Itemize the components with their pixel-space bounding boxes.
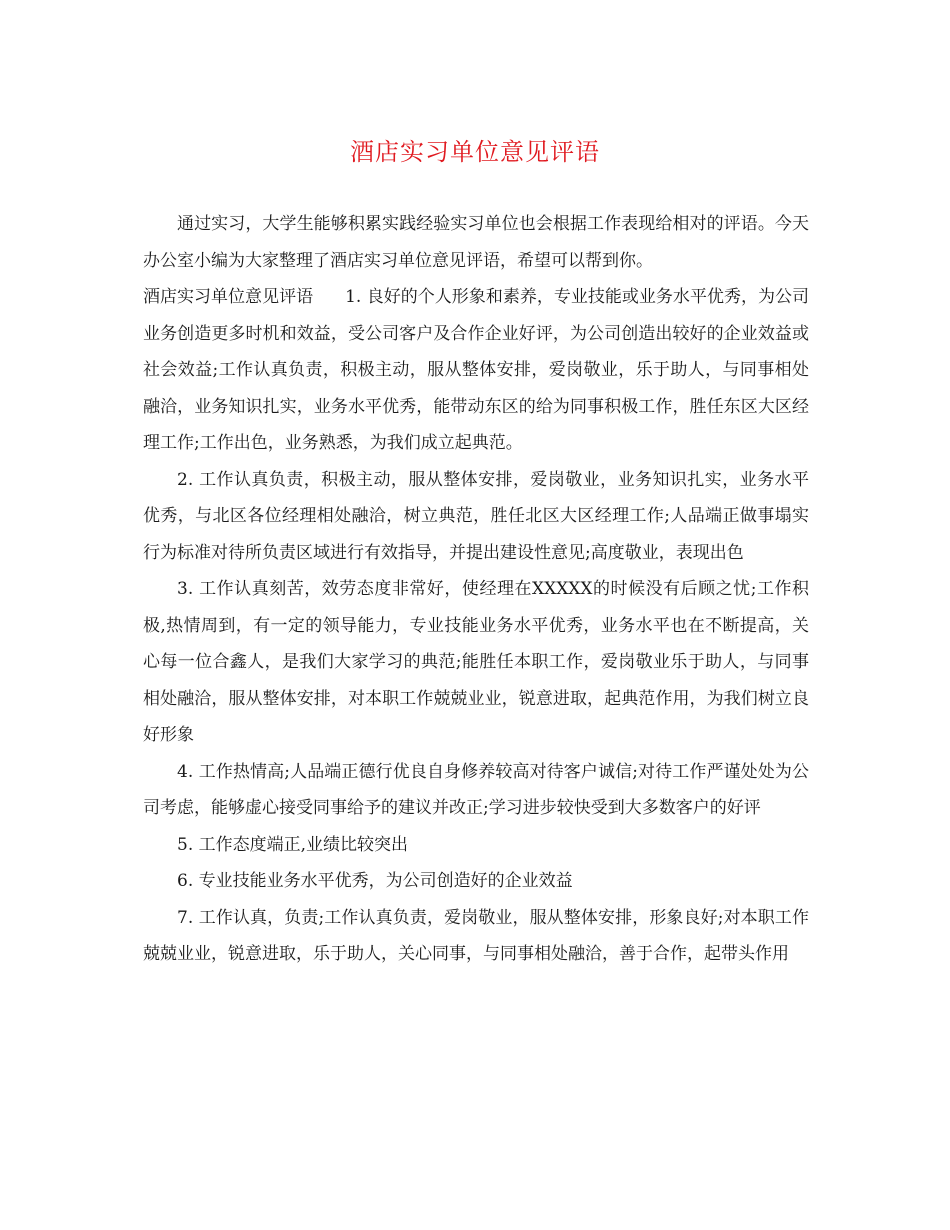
section-label: 酒店实习单位意见评语 [143, 287, 314, 307]
item-2: 2. 工作认真负责，积极主动，服从整体安排，爱岗敬业，业务知识扎实，业务水平优秀，与北区各位经理相处融洽，树立典范，胜任北区大区经理工作;人品端正做事塌实行为标准对待所负责区域进行有效指导，并提出建设性意见;高度敬业，表现出色 [143, 469, 809, 563]
document-body [143, 206, 809, 973]
item-1: 1. 良好的个人形象和素养，专业技能或业务水平优秀，为公司业务创造更多时机和效益，受公司客户及合作企业好评，为公司创造出较好的企业效益或社会效益;工作认真负责，积极主动，服从整体安排，爱岗敬业，乐于助人，与同事相处融洽，业务知识扎实，业务水平优秀，能带动东区的给为同事积极工作，胜任东区大区经理工作;工作出色，业务熟悉，为我们成立起典范。 [143, 287, 810, 453]
item-5: 5. 工作态度端正,业绩比较突出 [177, 834, 409, 855]
item-4: 4. 工作热情高;人品端正德行优良自身修养较高对待客户诚信;对待工作严谨处处为公司考虑，能够虚心接受同事给予的建议并改正;学习进步较快受到大多数客户的好评 [143, 761, 809, 818]
item-7: 7. 工作认真，负责;工作认真负责，爱岗敬业，服从整体安排，形象良好;对本职工作兢兢业业，锐意进取，乐于助人，关心同事，与同事相处融洽，善于合作，起带头作用 [143, 907, 809, 964]
document-title: 酒店实习单位意见评语 [350, 138, 600, 166]
intro-paragraph: 通过实习，大学生能够积累实践经验实习单位也会根据工作表现给相对的评语。今天办公室小编为大家整理了酒店实习单位意见评语，希望可以帮到你。 [143, 214, 809, 271]
item-3: 3. 工作认真刻苦，效劳态度非常好，使经理在XXXXX的时候没有后顾之忧;工作积极,热情周到，有一定的领导能力，专业技能业务水平优秀，业务水平也在不断提高，关心每一位合鑫人，是我们大家学习的典范;能胜任本职工作，爱岗敬业乐于助人，与同事相处融洽，服从整体安排，对本职工作兢兢业业，锐意进取，起典范作用，为我们树立良好形象 [143, 579, 809, 745]
section-paragraph [143, 279, 809, 462]
item-6: 6. 专业技能业务水平优秀，为公司创造好的企业效益 [177, 871, 573, 891]
